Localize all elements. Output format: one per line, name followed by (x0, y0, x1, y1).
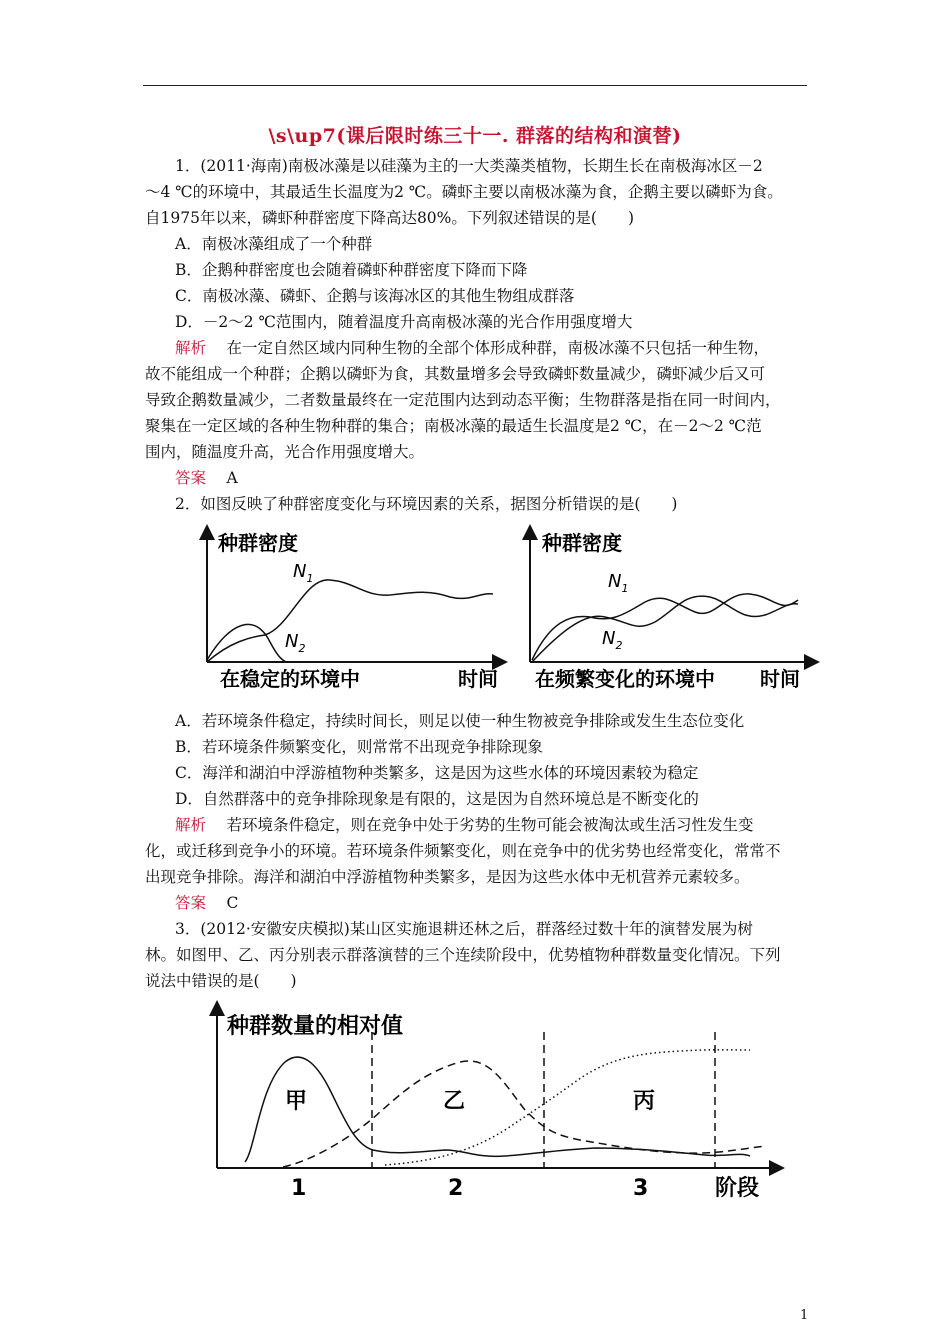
q3-xlabel: 阶段 (715, 1176, 760, 1201)
answer-label: 答案 (175, 469, 207, 487)
curve-yi (283, 1061, 765, 1167)
q1-analysis-line-3: 导致企鹅数量减少，二者数量最终在一定范围内达到动态平衡；生物群落是指在同一时间内， (145, 391, 781, 409)
q1-option-b: B．企鹅种群密度也会随着磷虾种群密度下降而下降 (175, 261, 528, 279)
analysis-label: 解析 (175, 339, 207, 357)
page-title: \s\up7(课后限时练三十一. 群落的结构和演替) (268, 125, 682, 147)
q2-option-d: D．自然群落中的竞争排除现象是有限的，这是因为自然环境总是不断变化的 (175, 790, 699, 808)
q2-stem: 2．如图反映了种群密度变化与环境因素的关系，据图分析错误的是( ) (175, 495, 678, 513)
q3-stem-line-2: 林。如图甲、乙、丙分别表示群落演替的三个连续阶段中，优势植物种群数量变化情况。下列 (145, 946, 781, 964)
left-n1-curve (207, 580, 493, 662)
q2-figure (190, 522, 820, 697)
right-ylabel: 种群密度 (542, 531, 622, 555)
right-caption: 在频繁变化的环境中 (535, 667, 715, 691)
answer-label: 答案 (175, 894, 207, 912)
q2-analysis-line-2: 化，或迁移到竞争小的环境。若环境条件频繁变化，则在竞争中的优劣势也经常变化，常常不 (145, 842, 781, 860)
q1-answer: 答案 A (175, 469, 238, 487)
q1-stem-line-1: 1．(2011·海南)南极冰藻是以硅藻为主的一大类藻类植物，长期生长在南极海冰区－2 (175, 157, 763, 175)
analysis-label: 解析 (175, 816, 207, 834)
q3-stem-line-3: 说法中错误的是( ) (145, 972, 297, 990)
stage-3: 3 (633, 1176, 649, 1201)
q2-option-a: A．若环境条件稳定，持续时间长，则足以使一种生物被竞争排除或发生生态位变化 (175, 712, 745, 730)
right-n2-label: $N_2$ (602, 628, 623, 652)
q1-option-a: A．南极冰藻组成了一个种群 (175, 235, 373, 253)
q2-right-panel (530, 531, 812, 691)
q3-figure (205, 1000, 785, 1205)
q1-stem-line-2: ～4 ℃的环境中，其最适生长温度为2 ℃。磷虾主要以南极冰藻为食，企鹅主要以磷虾为食。 (145, 183, 783, 201)
q2-analysis-line-1: 解析 若环境条件稳定，则在竞争中处于劣势的生物可能会被淘汰或生活习性发生变 (175, 816, 754, 834)
page-number: 1 (800, 1308, 809, 1323)
label-jia: 甲 (285, 1089, 308, 1114)
q1-analysis-line-5: 围内，随温度升高，光合作用强度增大。 (145, 443, 425, 461)
q1-stem-line-3: 自1975年以来，磷虾种群密度下降高达80%。下列叙述错误的是( ) (145, 209, 634, 227)
left-xlabel: 时间 (458, 667, 498, 691)
left-ylabel: 种群密度 (218, 531, 298, 555)
header-rule (143, 85, 807, 86)
q1-option-c: C．南极冰藻、磷虾、企鹅与该海冰区的其他生物组成群落 (175, 287, 575, 305)
q2-option-b: B．若环境条件频繁变化，则常常不出现竞争排除现象 (175, 738, 543, 756)
label-yi: 乙 (443, 1089, 466, 1114)
q3-stem-line-1: 3．(2012·安徽安庆模拟)某山区实施退耕还林之后，群落经过数十年的演替发展为树 (175, 920, 753, 938)
left-caption: 在稳定的环境中 (220, 667, 360, 691)
right-xlabel: 时间 (760, 667, 800, 691)
label-bing: 丙 (633, 1089, 656, 1114)
q2-answer: 答案 C (175, 894, 239, 912)
q3-ylabel: 种群数量的相对值 (227, 1014, 404, 1039)
right-n2-curve (532, 596, 798, 662)
curve-jia (245, 1057, 750, 1162)
q1-analysis-line-1: 解析 在一定自然区域内同种生物的全部个体形成种群，南极冰藻不只包括一种生物， (175, 339, 769, 357)
q1-option-d: D．－2～2 ℃范围内，随着温度升高南极冰藻的光合作用强度增大 (175, 313, 633, 331)
stage-1: 1 (291, 1176, 307, 1201)
q2-left-panel (207, 531, 500, 691)
left-n2-label: $N_2$ (285, 631, 306, 655)
q2-analysis-line-3: 出现竞争排除。海洋和湖泊中浮游植物种类繁多，是因为这些水体中无机营养元素较多。 (145, 868, 750, 886)
right-n1-label: $N_1$ (608, 571, 629, 595)
stage-2: 2 (448, 1176, 464, 1201)
left-n1-label: $N_1$ (293, 561, 314, 585)
q1-analysis-line-4: 聚集在一定区域的各种生物种群的集合；南极冰藻的最适生长温度是2 ℃，在－2～2 ℃范 (145, 417, 762, 435)
q1-analysis-line-2: 故不能组成一个种群；企鹅以磷虾为食，其数量增多会导致磷虾数量减少，磷虾减少后又可 (145, 365, 766, 383)
curve-bing (385, 1050, 750, 1165)
q2-option-c: C．海洋和湖泊中浮游植物种类繁多，这是因为这些水体的环境因素较为稳定 (175, 764, 699, 782)
